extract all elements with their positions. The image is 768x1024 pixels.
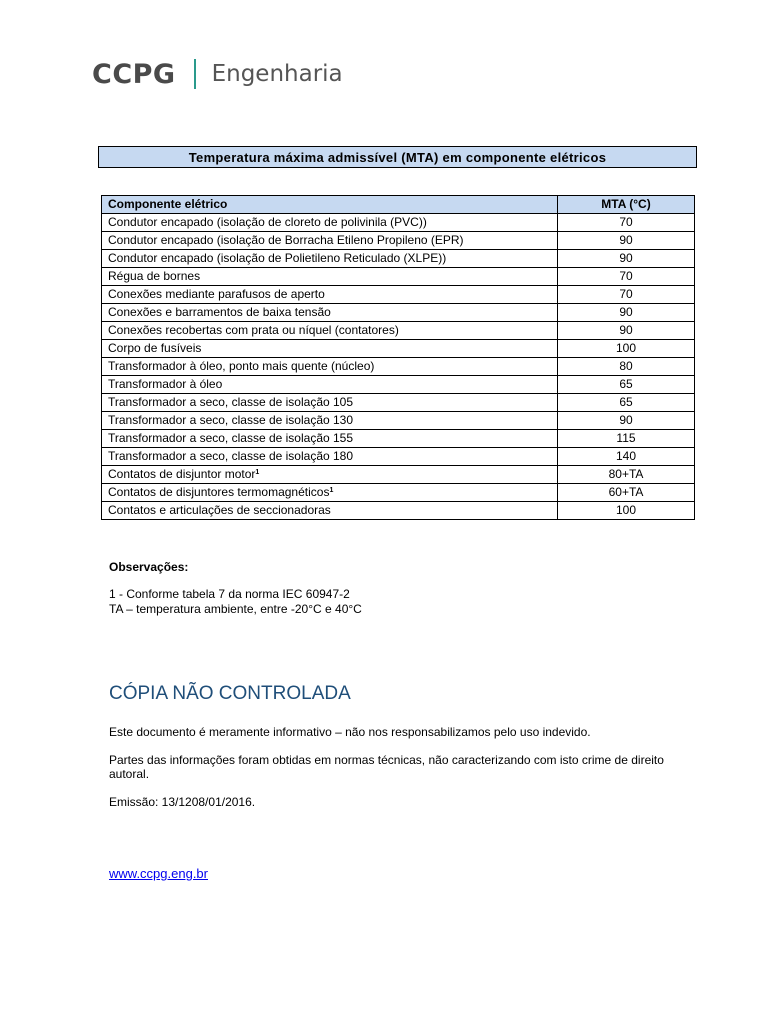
mta-value: 100 xyxy=(558,340,695,358)
component-name: Condutor encapado (isolação de cloreto de polivinila (PVC)) xyxy=(108,215,427,229)
component-cell xyxy=(102,322,558,340)
component-name: Conexões e barramentos de baixa tensão xyxy=(108,305,331,319)
table-row xyxy=(102,286,695,304)
mta-value: 80 xyxy=(558,358,695,376)
notice-title: CÓPIA NÃO CONTROLADA xyxy=(109,683,351,704)
table-row xyxy=(102,466,695,484)
mta-value: 80+TA xyxy=(558,466,695,484)
mta-value: 140 xyxy=(558,448,695,466)
component-name: Transformador à óleo xyxy=(108,377,223,391)
table-row xyxy=(102,430,695,448)
component-cell xyxy=(102,214,558,232)
issue-date: Emissão: 13/1208/01/2016. xyxy=(109,795,256,809)
table-row xyxy=(102,304,695,322)
table-row xyxy=(102,412,695,430)
footnote-marker: 1 xyxy=(255,469,260,476)
component-cell xyxy=(102,502,558,520)
table-row xyxy=(102,322,695,340)
component-cell xyxy=(102,250,558,268)
mta-value: 90 xyxy=(558,304,695,322)
table-body xyxy=(102,214,695,520)
component-name: Conexões mediante parafusos de aperto xyxy=(108,287,325,301)
header-component: Componente elétrico xyxy=(102,196,558,214)
component-cell xyxy=(102,466,558,484)
observation-line: TA – temperatura ambiente, entre -20°C e 40°C xyxy=(109,602,362,616)
notice-paragraph: Partes das informações foram obtidas em normas técnicas, não caracterizando com isto crime de direito autoral. xyxy=(109,753,664,781)
table-row xyxy=(102,394,695,412)
component-name: Condutor encapado (isolação de Borracha Etileno Propileno (EPR) xyxy=(108,233,464,247)
mta-value: 70 xyxy=(558,286,695,304)
component-cell xyxy=(102,394,558,412)
component-cell xyxy=(102,232,558,250)
mta-value: 60+TA xyxy=(558,484,695,502)
mta-value: 65 xyxy=(558,376,695,394)
mta-value: 90 xyxy=(558,322,695,340)
component-name: Transformador à óleo, ponto mais quente (núcleo) xyxy=(108,359,375,373)
table-row xyxy=(102,232,695,250)
mta-table xyxy=(101,195,695,520)
table-header-row xyxy=(102,196,695,214)
table-row xyxy=(102,250,695,268)
component-name: Contatos de disjuntor motor xyxy=(108,467,256,481)
table-row xyxy=(102,376,695,394)
mta-value: 70 xyxy=(558,214,695,232)
component-name: Corpo de fusíveis xyxy=(108,341,202,355)
notice-paragraph: Este documento é meramente informativo – não nos responsabilizamos pelo uso indevido. xyxy=(109,725,591,739)
observation-line: 1 - Conforme tabela 7 da norma IEC 60947-2 xyxy=(109,587,350,601)
mta-value: 65 xyxy=(558,394,695,412)
brand-header xyxy=(92,56,343,92)
component-cell xyxy=(102,340,558,358)
component-cell xyxy=(102,412,558,430)
table-row xyxy=(102,214,695,232)
component-name: Condutor encapado (isolação de Polietileno Reticulado (XLPE)) xyxy=(108,251,447,265)
component-cell xyxy=(102,268,558,286)
website-link[interactable]: www.ccpg.eng.br xyxy=(109,866,208,881)
table-row xyxy=(102,340,695,358)
mta-value: 90 xyxy=(558,250,695,268)
table-row xyxy=(102,358,695,376)
component-cell xyxy=(102,448,558,466)
mta-value: 70 xyxy=(558,268,695,286)
component-name: Contatos e articulações de seccionadoras xyxy=(108,503,331,517)
brand-logo: CCPG xyxy=(92,58,176,90)
mta-value: 100 xyxy=(558,502,695,520)
component-name: Conexões recobertas com prata ou níquel (contatores) xyxy=(108,323,399,337)
observations-title: Observações: xyxy=(109,560,189,574)
component-name: Régua de bornes xyxy=(108,269,201,283)
component-name: Transformador a seco, classe de isolação 130 xyxy=(108,413,354,427)
mta-value: 90 xyxy=(558,412,695,430)
table-row xyxy=(102,448,695,466)
component-name: Transformador a seco, classe de isolação 155 xyxy=(108,431,354,445)
component-name: Transformador a seco, classe de isolação 105 xyxy=(108,395,354,409)
component-cell xyxy=(102,484,558,502)
brand-divider xyxy=(194,59,196,89)
component-cell xyxy=(102,358,558,376)
mta-value: 90 xyxy=(558,232,695,250)
footnote-marker: 1 xyxy=(329,487,334,494)
component-name: Contatos de disjuntores termomagnéticos xyxy=(108,485,330,499)
table-row xyxy=(102,502,695,520)
table-row xyxy=(102,484,695,502)
document-title-text: Temperatura máxima admissível (MTA) em componente elétricos xyxy=(188,149,607,165)
component-cell xyxy=(102,430,558,448)
document-title xyxy=(98,146,697,168)
table-row xyxy=(102,268,695,286)
mta-value: 115 xyxy=(558,430,695,448)
component-cell xyxy=(102,286,558,304)
component-name: Transformador a seco, classe de isolação 180 xyxy=(108,449,354,463)
component-cell xyxy=(102,304,558,322)
brand-subtitle: Engenharia xyxy=(211,61,343,87)
header-mta: MTA (°C) xyxy=(558,196,695,214)
component-cell xyxy=(102,376,558,394)
